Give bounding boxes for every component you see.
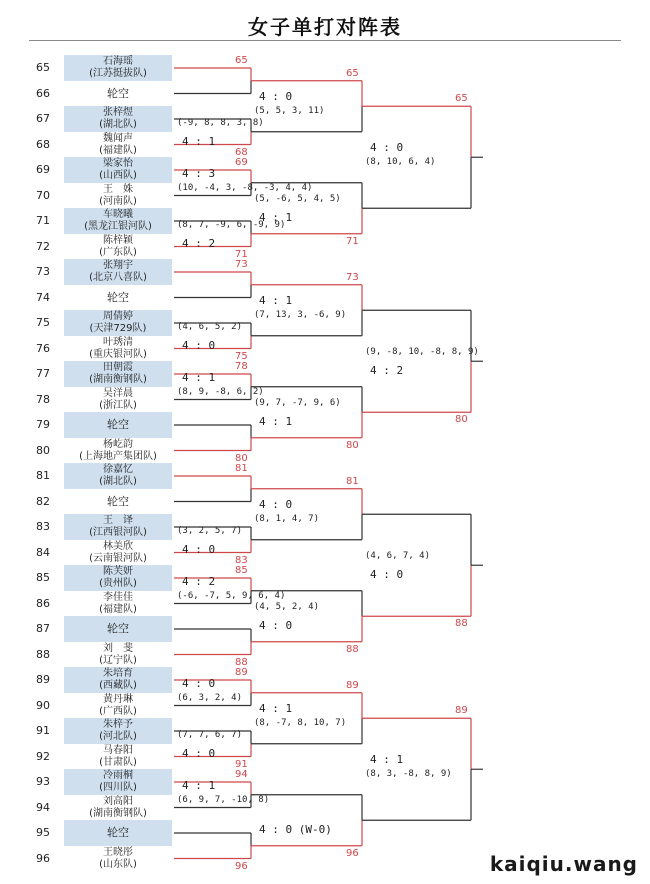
player-name: 周倩婷 xyxy=(103,311,133,322)
seed-number: 81 xyxy=(36,469,50,482)
seed-number: 96 xyxy=(36,851,50,865)
player-name: 轮空 xyxy=(107,494,129,508)
match-score: 4 : 1 xyxy=(259,294,293,308)
watermark-logo: kaiqiu.wang xyxy=(489,852,638,876)
player-entry xyxy=(64,693,172,719)
winner-number: 80 xyxy=(346,439,359,451)
game-scores: (3, 2, 5, 7) xyxy=(177,525,243,536)
seed-number: 78 xyxy=(36,392,50,406)
winner-number: 80 xyxy=(455,414,468,426)
winner-number: 88 xyxy=(235,656,248,668)
seed-number: 74 xyxy=(36,290,50,304)
game-scores: (7, 7, 6, 7) xyxy=(177,729,243,740)
seed-number: 89 xyxy=(36,673,50,686)
match-score: 4 : 0 xyxy=(259,90,293,104)
player-name: 轮空 xyxy=(107,622,129,635)
match-score: 4 : 1 xyxy=(182,134,216,148)
player-name: 轮空 xyxy=(107,290,129,304)
bye-entry xyxy=(64,285,172,311)
seed-number: 85 xyxy=(36,571,50,584)
seed-number: 71 xyxy=(36,214,50,227)
player-name: 王 姝 xyxy=(103,183,133,195)
player-name: 朱培育 xyxy=(103,668,133,679)
winner-number: 81 xyxy=(235,463,248,474)
player-name: 陈芙妍 xyxy=(103,566,133,577)
player-entry xyxy=(64,769,172,795)
winner-number: 89 xyxy=(235,667,248,678)
player-team: (湖南衡钢队) xyxy=(89,807,147,819)
match-score: 4 : 2 xyxy=(370,364,404,378)
game-scores: (-9, 8, 8, 3, 8) xyxy=(177,117,264,128)
match-score: 4 : 0 xyxy=(259,619,293,633)
winner-number: 83 xyxy=(235,554,248,566)
bye-entry xyxy=(64,820,172,846)
player-team: (福建队) xyxy=(99,144,137,156)
player-name: 车晓曦 xyxy=(103,209,133,220)
seed-number: 94 xyxy=(36,800,50,814)
match-score: 4 : 0 xyxy=(182,676,216,690)
seed-number: 67 xyxy=(36,112,50,125)
player-team: (浙江队) xyxy=(99,399,137,411)
player-entry xyxy=(64,795,172,821)
winner-number: 65 xyxy=(455,93,468,105)
game-scores: (6, 3, 2, 4) xyxy=(177,692,243,703)
game-scores: (4, 5, 2, 4) xyxy=(254,602,320,613)
player-name: 林美欣 xyxy=(103,540,133,552)
winner-number: 96 xyxy=(346,847,359,859)
player-entry xyxy=(64,667,172,693)
seed-number: 76 xyxy=(36,341,50,355)
winner-number: 78 xyxy=(235,361,248,372)
match-score: 4 : 1 xyxy=(182,778,216,792)
player-entry xyxy=(64,565,172,591)
player-name: 叶琇清 xyxy=(103,336,133,348)
player-name: 田朝霞 xyxy=(103,362,133,373)
player-entry xyxy=(64,208,172,234)
winner-number: 75 xyxy=(235,350,248,362)
player-name: 吴洋晨 xyxy=(103,387,133,399)
player-entry xyxy=(64,132,172,158)
player-entry xyxy=(64,591,172,617)
winner-number: 96 xyxy=(235,860,248,872)
match-score: 4 : 0 xyxy=(182,746,216,760)
match-score: 4 : 2 xyxy=(182,574,216,588)
player-entry xyxy=(64,540,172,566)
game-scores: (5, 5, 3, 11) xyxy=(254,106,325,117)
game-scores: (-6, -7, 5, 9, 6, 4) xyxy=(177,590,286,601)
winner-number: 65 xyxy=(346,67,359,79)
player-team: (云南银河队) xyxy=(89,552,147,564)
bye-entry xyxy=(64,616,172,642)
match-score: 4 : 0 (W-0) xyxy=(259,823,332,837)
player-entry xyxy=(64,234,172,260)
seed-number: 69 xyxy=(36,163,50,176)
player-entry xyxy=(64,106,172,132)
player-name: 石海瑶 xyxy=(103,56,133,67)
winner-number: 94 xyxy=(235,769,248,780)
seed-number: 87 xyxy=(36,622,50,635)
player-name: 轮空 xyxy=(107,86,129,100)
seed-number: 82 xyxy=(36,494,50,508)
seed-number: 84 xyxy=(36,545,50,559)
match-score: 4 : 1 xyxy=(259,415,293,429)
player-team: (湖北队) xyxy=(99,476,137,487)
seed-number: 83 xyxy=(36,520,50,533)
player-name: 王晓彤 xyxy=(103,846,133,858)
player-team: (山东队) xyxy=(99,858,137,870)
player-name: 徐嘉忆 xyxy=(103,464,133,475)
winner-number: 88 xyxy=(346,643,359,655)
player-team: (江西银河队) xyxy=(89,527,147,538)
player-entry xyxy=(64,514,172,540)
match-score: 4 : 1 xyxy=(259,211,293,225)
game-scores: (8, 9, -8, 6, 2) xyxy=(177,386,264,397)
player-entry xyxy=(64,259,172,285)
winner-number: 71 xyxy=(235,248,248,260)
match-score: 4 : 0 xyxy=(182,338,216,352)
game-scores: (6, 9, 7, -10, 8) xyxy=(177,794,270,805)
winner-number: 89 xyxy=(346,679,359,691)
bye-entry xyxy=(64,81,172,107)
game-scores: (4, 6, 5, 2) xyxy=(177,321,243,332)
player-entry xyxy=(64,744,172,770)
player-entry xyxy=(64,718,172,744)
player-name: 朱梓予 xyxy=(103,719,133,730)
seed-number: 90 xyxy=(36,698,50,712)
game-scores: (8, 10, 6, 4) xyxy=(365,157,436,168)
game-scores: (9, 7, -7, 9, 6) xyxy=(254,398,341,409)
seed-number: 93 xyxy=(36,775,50,788)
seed-number: 77 xyxy=(36,367,50,380)
player-name: 张翔宇 xyxy=(103,260,133,271)
bye-entry xyxy=(64,489,172,515)
game-scores: (8, 1, 4, 7) xyxy=(254,514,320,525)
seed-number: 65 xyxy=(36,61,50,74)
game-scores: (5, -6, 5, 4, 5) xyxy=(254,194,341,205)
player-entry xyxy=(64,846,172,872)
winner-number: 85 xyxy=(235,565,248,576)
player-team: (贵州队) xyxy=(99,578,137,589)
seed-number: 66 xyxy=(36,86,50,100)
match-score: 4 : 0 xyxy=(370,568,404,582)
player-name: 李佳佳 xyxy=(103,591,133,603)
player-entry xyxy=(64,157,172,183)
player-name: 张梓煜 xyxy=(103,107,133,118)
winner-number: 71 xyxy=(346,235,359,247)
player-name: 轮空 xyxy=(107,418,129,431)
player-name: 刘 斐 xyxy=(103,642,133,654)
player-team: (北京八喜队) xyxy=(89,272,147,283)
player-team: (湖南衡钢队) xyxy=(89,374,147,385)
player-name: 黄丹琳 xyxy=(103,693,133,705)
winner-number: 80 xyxy=(235,452,248,464)
player-team: (辽宁队) xyxy=(99,654,137,666)
player-team: (天津729队) xyxy=(89,323,147,334)
player-team: (重庆银河队) xyxy=(89,348,147,360)
match-score: 4 : 1 xyxy=(182,370,216,384)
player-entry xyxy=(64,336,172,362)
seed-number: 70 xyxy=(36,188,50,202)
game-scores: (10, -4, 3, -8, -3, 4, 4) xyxy=(177,182,313,193)
player-team: (广西队) xyxy=(99,705,137,717)
game-scores: (9, -8, 10, -8, 8, 9) xyxy=(365,347,479,358)
player-entry xyxy=(64,183,172,209)
winner-number: 88 xyxy=(455,618,468,630)
player-name: 轮空 xyxy=(107,826,129,839)
player-entry xyxy=(64,387,172,413)
player-team: (福建队) xyxy=(99,603,137,615)
player-entry xyxy=(64,361,172,387)
winner-number: 69 xyxy=(235,157,248,168)
seed-number: 80 xyxy=(36,443,50,457)
winner-number: 81 xyxy=(346,475,359,487)
bye-entry xyxy=(64,412,172,438)
winner-number: 73 xyxy=(346,271,359,283)
player-team: (黑龙江银河队) xyxy=(84,221,152,232)
match-score: 4 : 1 xyxy=(370,753,404,767)
match-score: 4 : 1 xyxy=(259,702,293,716)
seed-number: 88 xyxy=(36,647,50,661)
seed-number: 92 xyxy=(36,749,50,763)
player-team: (河南队) xyxy=(99,195,137,207)
player-team: (河北队) xyxy=(99,731,137,742)
player-team: (江苏挺拔队) xyxy=(89,68,147,79)
player-team: (湖北队) xyxy=(99,119,137,130)
player-team: (上海地产集团队) xyxy=(79,450,157,462)
match-score: 4 : 0 xyxy=(370,141,404,155)
seed-number: 79 xyxy=(36,418,50,431)
player-name: 魏闻声 xyxy=(103,132,133,144)
player-team: (山西队) xyxy=(99,170,137,181)
player-team: (西藏队) xyxy=(99,680,137,691)
player-entry xyxy=(64,438,172,464)
game-scores: (8, -7, 8, 10, 7) xyxy=(254,718,347,729)
match-score: 4 : 0 xyxy=(182,542,216,556)
player-team: (四川队) xyxy=(99,782,137,793)
winner-number: 65 xyxy=(235,55,248,66)
winner-number: 89 xyxy=(455,705,468,717)
seed-number: 75 xyxy=(36,316,50,329)
winner-number: 68 xyxy=(235,146,248,158)
match-score: 4 : 0 xyxy=(259,498,293,512)
seed-number: 72 xyxy=(36,239,50,253)
player-entry xyxy=(64,310,172,336)
player-entry xyxy=(64,642,172,668)
game-scores: (4, 6, 7, 4) xyxy=(365,551,431,562)
player-name: 冷雨桐 xyxy=(103,770,133,781)
player-team: (广东队) xyxy=(99,246,137,258)
match-score: 4 : 2 xyxy=(182,236,216,250)
player-name: 马春阳 xyxy=(103,744,133,756)
player-entry xyxy=(64,55,172,81)
seed-number: 95 xyxy=(36,826,50,839)
game-scores: (7, 13, 3, -6, 9) xyxy=(254,310,347,321)
game-scores: (8, 7, -9, 6, -9, 9) xyxy=(177,219,286,230)
player-team: (甘肃队) xyxy=(99,756,137,768)
player-name: 杨屹韵 xyxy=(103,438,133,450)
winner-number: 73 xyxy=(235,259,248,270)
player-name: 梁家怡 xyxy=(103,158,133,169)
player-name: 陈梓颖 xyxy=(103,234,133,246)
winner-number: 91 xyxy=(235,758,248,770)
seed-number: 91 xyxy=(36,724,50,737)
player-entry xyxy=(64,463,172,489)
seed-number: 73 xyxy=(36,265,50,278)
page-title: 女子单打对阵表 xyxy=(248,15,402,39)
seed-number: 86 xyxy=(36,596,50,610)
seed-number: 68 xyxy=(36,137,50,151)
player-name: 王 译 xyxy=(103,515,133,526)
match-score: 4 : 3 xyxy=(182,166,216,180)
game-scores: (8, 3, -8, 8, 9) xyxy=(365,769,452,780)
player-name: 刘高阳 xyxy=(103,795,133,807)
